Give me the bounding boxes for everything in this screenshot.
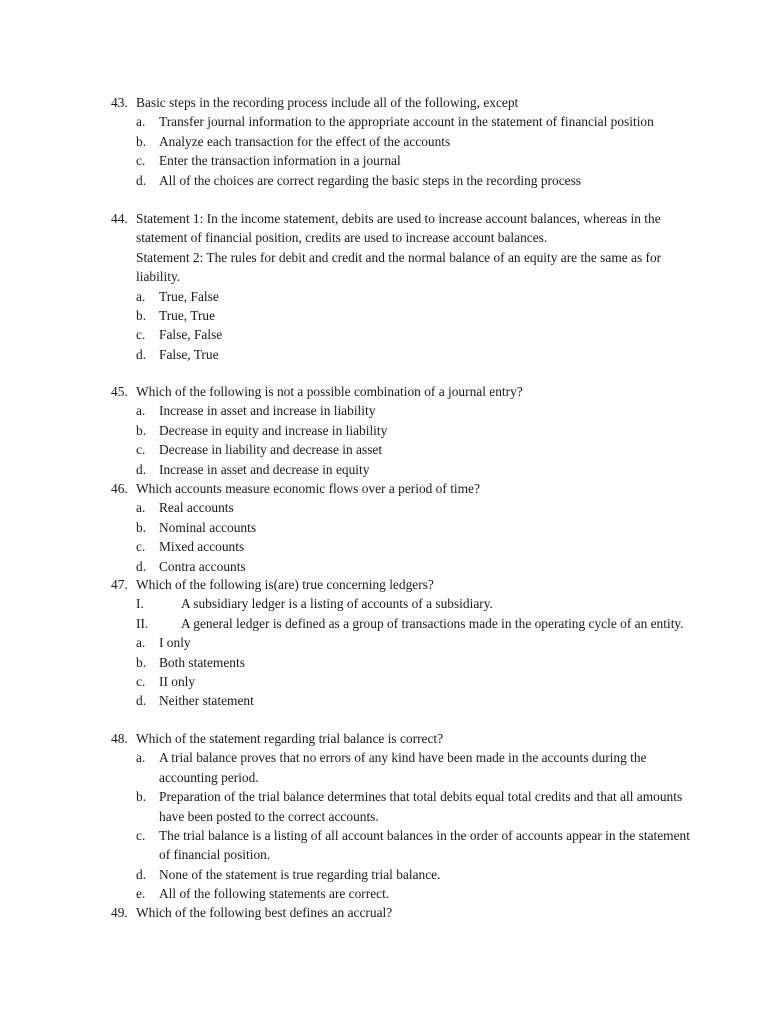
answer-option — [111, 748, 691, 787]
question-48 — [111, 729, 691, 904]
statement-label: I. — [136, 596, 144, 612]
option-label: b. — [136, 308, 147, 324]
roman-statement — [111, 614, 691, 633]
question-text: Statement 2: The rules for debit and credit and the normal balance of an equity are the same as for liability. — [136, 249, 662, 285]
statement-text: A general ledger is defined as a group of transactions made in the operating cycle of an entity. — [181, 615, 684, 631]
option-label: b. — [136, 133, 147, 149]
option-text: The trial balance is a listing of all account balances in the order of accounts appear in the statement of financial position. — [159, 828, 690, 863]
option-text: True, True — [159, 308, 216, 324]
answer-option — [111, 537, 691, 556]
option-label: d. — [136, 461, 147, 477]
option-text: Analyze each transaction for the effect of the accounts — [159, 133, 451, 149]
option-label: c. — [136, 327, 146, 343]
option-text: None of the statement is true regarding trial balance. — [159, 866, 441, 882]
option-label: a. — [136, 500, 146, 516]
answer-option — [111, 884, 691, 903]
question-text: Which of the following is not a possible combination of a journal entry? — [136, 384, 523, 399]
question-43 — [111, 93, 691, 190]
question-number: 49. — [111, 905, 128, 920]
question-47 — [111, 575, 691, 711]
option-text: False, False — [159, 327, 223, 343]
answer-option — [111, 345, 691, 364]
option-label: d. — [136, 558, 147, 574]
question-number: 46. — [111, 481, 128, 496]
option-label: a. — [136, 635, 146, 651]
option-text: Neither statement — [159, 693, 254, 709]
option-label: a. — [136, 114, 146, 130]
answer-option — [111, 557, 691, 576]
option-label: a. — [136, 288, 146, 304]
statement-label: II. — [136, 615, 149, 631]
answer-option — [111, 633, 691, 652]
option-label: c. — [136, 828, 146, 844]
option-text: All of the choices are correct regarding the basic steps in the recording process — [159, 172, 582, 188]
answer-option — [111, 653, 691, 672]
option-text: Transfer journal information to the appropriate account in the statement of financial position — [159, 114, 654, 130]
question-text: Which of the following best defines an accrual? — [136, 905, 393, 920]
option-label: b. — [136, 422, 147, 438]
question-number: 43. — [111, 95, 128, 110]
option-text: Decrease in equity and increase in liability — [159, 422, 388, 438]
question-text: Which accounts measure economic flows over a period of time? — [136, 481, 480, 496]
option-label: d. — [136, 693, 147, 709]
option-text: Contra accounts — [159, 558, 246, 574]
option-label: c. — [136, 674, 146, 690]
answer-option — [111, 498, 691, 517]
option-label: d. — [136, 866, 147, 882]
option-label: b. — [136, 654, 147, 670]
option-text: Increase in asset and decrease in equity — [159, 461, 370, 477]
option-label: c. — [136, 442, 146, 458]
answer-option — [111, 826, 691, 865]
answer-option — [111, 171, 691, 190]
option-label: d. — [136, 172, 147, 188]
question-number: 48. — [111, 731, 128, 746]
option-text: I only — [159, 635, 191, 651]
answer-option — [111, 287, 691, 306]
option-text: True, False — [159, 288, 219, 304]
option-label: d. — [136, 346, 147, 362]
option-label: c. — [136, 153, 146, 169]
answer-option — [111, 672, 691, 691]
answer-option — [111, 865, 691, 884]
option-text: II only — [159, 674, 196, 690]
question-text: Basic steps in the recording process include all of the following, except — [136, 95, 519, 110]
question-text: Statement 1: In the income statement, debits are used to increase account balances, whereas in the statement of financial position, credits are used to increase account balances. — [136, 211, 661, 246]
answer-option — [111, 440, 691, 459]
answer-option — [111, 132, 691, 151]
answer-option — [111, 421, 691, 440]
roman-statement — [111, 594, 691, 613]
question-number: 45. — [111, 384, 128, 399]
option-text: All of the following statements are correct. — [159, 886, 390, 902]
question-number: 44. — [111, 211, 128, 226]
answer-option — [111, 325, 691, 344]
question-text: Which of the statement regarding trial balance is correct? — [136, 731, 444, 746]
option-text: Increase in asset and increase in liability — [159, 403, 376, 419]
answer-option — [111, 306, 691, 325]
option-text: False, True — [159, 346, 219, 362]
option-label: b. — [136, 519, 147, 535]
answer-option — [111, 518, 691, 537]
option-text: A trial balance proves that no errors of any kind have been made in the accounts during the accounting period. — [159, 750, 647, 785]
question-text: Which of the following is(are) true concerning ledgers? — [136, 577, 434, 592]
question-45 — [111, 382, 691, 479]
answer-option — [111, 112, 691, 131]
option-label: e. — [136, 886, 146, 902]
answer-option — [111, 691, 691, 710]
statement-text: A subsidiary ledger is a listing of accounts of a subsidiary. — [181, 596, 493, 612]
option-text: Mixed accounts — [159, 539, 245, 555]
question-44 — [111, 209, 691, 364]
option-text: Both statements — [159, 654, 245, 670]
option-label: a. — [136, 403, 146, 419]
option-label: c. — [136, 539, 146, 555]
option-text: Nominal accounts — [159, 519, 257, 535]
option-text: Decrease in liability and decrease in asset — [159, 442, 383, 458]
answer-option — [111, 787, 691, 826]
option-text: Preparation of the trial balance determines that total debits equal total credits and that all amounts have been posted to the correct accounts. — [159, 789, 683, 824]
option-label: b. — [136, 789, 147, 805]
option-label: a. — [136, 750, 146, 766]
answer-option — [111, 401, 691, 420]
question-46 — [111, 479, 691, 576]
option-text: Enter the transaction information in a journal — [159, 153, 401, 169]
question-49 — [111, 903, 691, 922]
option-text: Real accounts — [159, 500, 234, 516]
question-number: 47. — [111, 577, 128, 592]
answer-option — [111, 460, 691, 479]
answer-option — [111, 151, 691, 170]
